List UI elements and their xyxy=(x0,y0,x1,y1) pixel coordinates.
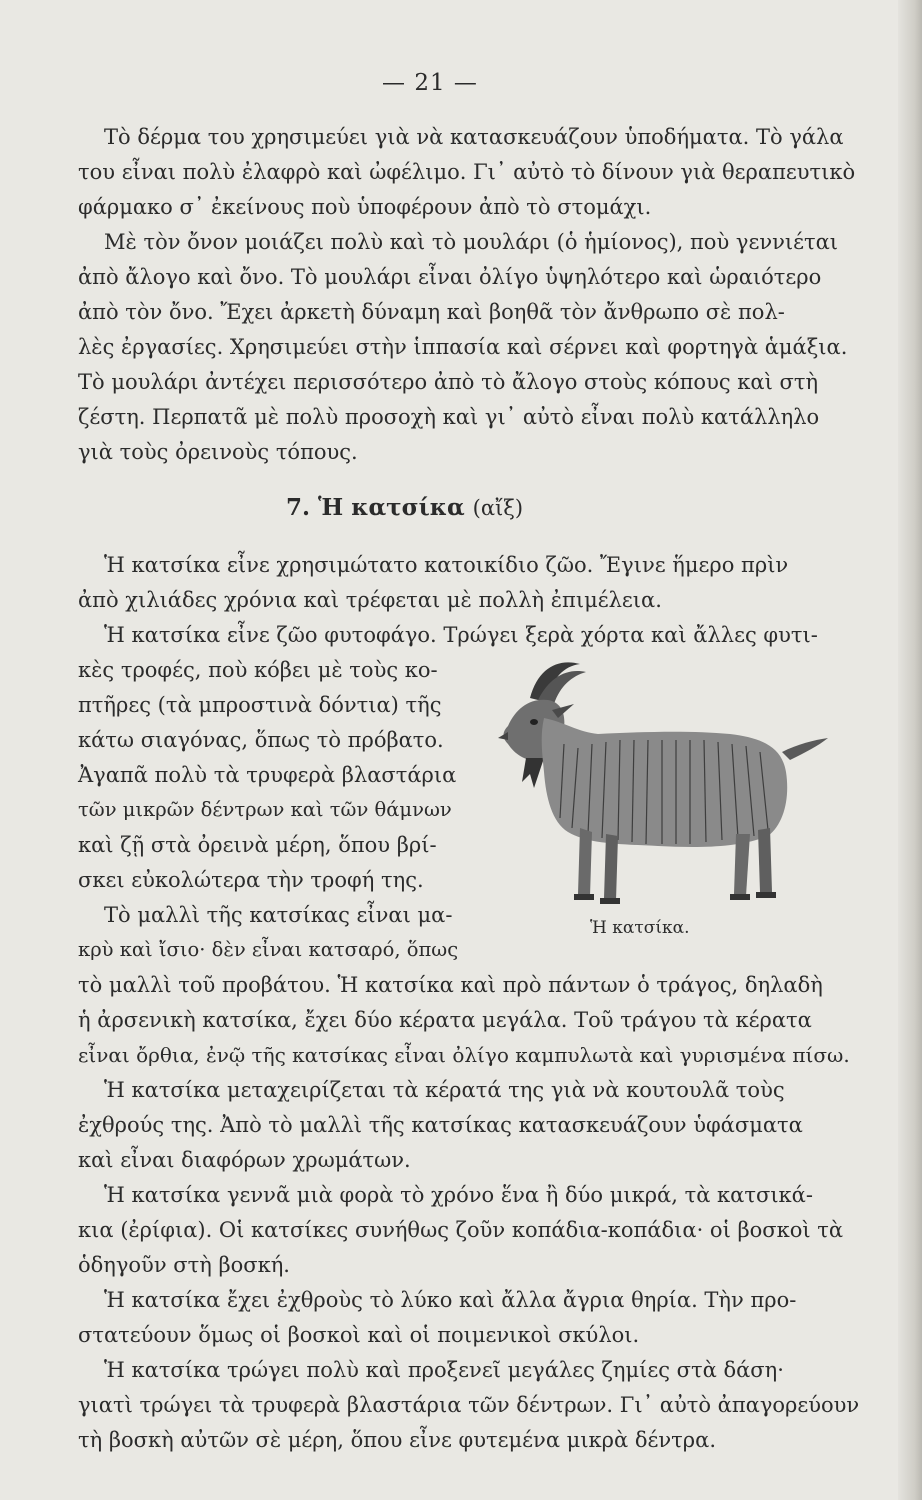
goat-illustration xyxy=(468,648,848,918)
text-line: πτῆρες (τὰ μπροστινὰ δόντια) τῆς xyxy=(78,693,442,717)
text-line: τὴ βοσκὴ αὐτῶν σὲ μέρη, ὅπου εἶνε φυτεμένα μικρὰ δέντρα. xyxy=(78,1428,716,1452)
text-line: γιὰ τοὺς ὀρεινοὺς τόπους. xyxy=(78,440,358,464)
text-line: Τὸ μουλάρι ἀντέχει περισσότερο ἀπὸ τὸ ἄλογο στοὺς κόπους καὶ στὴ xyxy=(78,370,819,394)
text-line: τὸ μαλλὶ τοῦ προβάτου. Ἡ κατσίκα καὶ πρὸ πάντων ὁ τράγος, δηλαδὴ xyxy=(78,973,823,997)
text-line: φάρμακο σ᾽ ἐκείνους ποὺ ὑποφέρουν ἀπὸ τὸ στομάχι. xyxy=(78,195,652,219)
text-line: ἡ ἀρσενικὴ κατσίκα, ἔχει δύο κέρατα μεγάλα. Τοῦ τράγου τὰ κέρατα xyxy=(78,1008,812,1032)
text-line: ἐχθρούς της. Ἀπὸ τὸ μαλλὶ τῆς κατσίκας κατασκευάζουν ὑφάσματα xyxy=(78,1113,803,1137)
text-line: ἀπὸ χιλιάδες χρόνια καὶ τρέφεται μὲ πολλὴ ἐπιμέλεια. xyxy=(78,588,662,612)
text-line: γιατὶ τρώγει τὰ τρυφερὰ βλαστάρια τῶν δέντρων. Γι᾽ αὐτὸ ἀπαγορεύουν xyxy=(78,1393,860,1417)
text-line: κάτω σιαγόνας, ὅπως τὸ πρόβατο. xyxy=(78,728,444,752)
text-line: Τὸ μαλλὶ τῆς κατσίκας εἶναι μα- xyxy=(104,903,453,927)
text-line: τῶν μικρῶν δέντρων καὶ τῶν θάμνων xyxy=(78,798,452,821)
text-line: κὲς τροφές, ποὺ κόβει μὲ τοὺς κο- xyxy=(78,658,438,682)
section-heading xyxy=(286,494,523,521)
text-line: του εἶναι πολὺ ἐλαφρὸ καὶ ὠφέλιμο. Γι᾽ αὐτὸ τὸ δίνουν γιὰ θεραπευτικὸ xyxy=(78,160,856,184)
section-number: 7. xyxy=(286,494,311,521)
text-line: Μὲ τὸν ὄνον μοιάζει πολὺ καὶ τὸ μουλάρι (ὁ ἡμίονος), ποὺ γεννιέται xyxy=(104,230,838,254)
text-line: καὶ ζῇ στὰ ὀρεινὰ μέρη, ὅπου βρί- xyxy=(78,833,437,857)
text-line: στατεύουν ὅμως οἱ βοσκοὶ καὶ οἱ ποιμενικοὶ σκύλοι. xyxy=(78,1323,640,1347)
text-line: ἀπὸ ἄλογο καὶ ὄνο. Τὸ μουλάρι εἶναι ὀλίγο ὑψηλότερο καὶ ὡραιότερο xyxy=(78,265,822,289)
text-line: Τὸ δέρμα του χρησιμεύει γιὰ νὰ κατασκευάζουν ὑποδήματα. Τὸ γάλα xyxy=(104,125,844,149)
text-line: Ἡ κατσίκα μεταχειρίζεται τὰ κέρατά της γιὰ νὰ κουτουλᾶ τοὺς xyxy=(104,1078,785,1102)
text-line: ὁδηγοῦν στὴ βοσκή. xyxy=(78,1253,290,1277)
section-subtitle: (αἴξ) xyxy=(472,496,524,520)
section-title: Ἡ κατσίκα xyxy=(318,494,465,521)
text-line: Ἀγαπᾶ πολὺ τὰ τρυφερὰ βλαστάρια xyxy=(78,763,457,787)
page-number: — 21 — xyxy=(382,70,478,96)
text-line: κια (ἐρίφια). Οἱ κατσίκες συνήθως ζοῦν κοπάδια-κοπάδια· οἱ βοσκοὶ τὰ xyxy=(78,1218,844,1242)
text-line: εἶναι ὄρθια, ἐνῷ τῆς κατσίκας εἶναι ὀλίγο καμπυλωτὰ καὶ γυρισμένα πίσω. xyxy=(78,1043,850,1067)
text-line: λὲς ἐργασίες. Χρησιμεύει στὴν ἱππασία καὶ σέρνει καὶ φορτηγὰ ἁμάξια. xyxy=(78,335,848,359)
text-line: Ἡ κατσίκα τρώγει πολὺ καὶ προξενεῖ μεγάλες ζημίες στὰ δάση· xyxy=(104,1358,784,1382)
figure-caption: Ἡ κατσίκα. xyxy=(590,918,690,938)
text-line: σκει εὐκολώτερα τὴν τροφή της. xyxy=(78,868,424,892)
text-line: Ἡ κατσίκα εἶνε ζῶο φυτοφάγο. Τρώγει ξερὰ χόρτα καὶ ἄλλες φυτι- xyxy=(104,623,818,647)
text-line: κρὺ καὶ ἴσιο· δὲν εἶναι κατσαρό, ὅπως xyxy=(78,938,459,961)
text-line: καὶ εἶναι διαφόρων χρωμάτων. xyxy=(78,1148,411,1172)
text-line: ζέστη. Περπατᾶ μὲ πολὺ προσοχὴ καὶ γι᾽ αὐτὸ εἶναι πολὺ κατάλληλο xyxy=(78,405,820,429)
page-edge xyxy=(898,0,922,1500)
text-line: Ἡ κατσίκα ἔχει ἐχθροὺς τὸ λύκο καὶ ἄλλα ἄγρια θηρία. Τὴν προ- xyxy=(104,1288,797,1312)
text-line: Ἡ κατσίκα εἶνε χρησιμώτατο κατοικίδιο ζῶο. Ἔγινε ἥμερο πρὶν xyxy=(104,553,789,577)
text-line: ἀπὸ τὸν ὄνο. Ἔχει ἀρκετὴ δύναμη καὶ βοηθᾶ τὸν ἄνθρωπο σὲ πολ- xyxy=(78,300,785,324)
text-line: Ἡ κατσίκα γεννᾶ μιὰ φορὰ τὸ χρόνο ἕνα ἢ δύο μικρά, τὰ κατσικά- xyxy=(104,1183,813,1207)
